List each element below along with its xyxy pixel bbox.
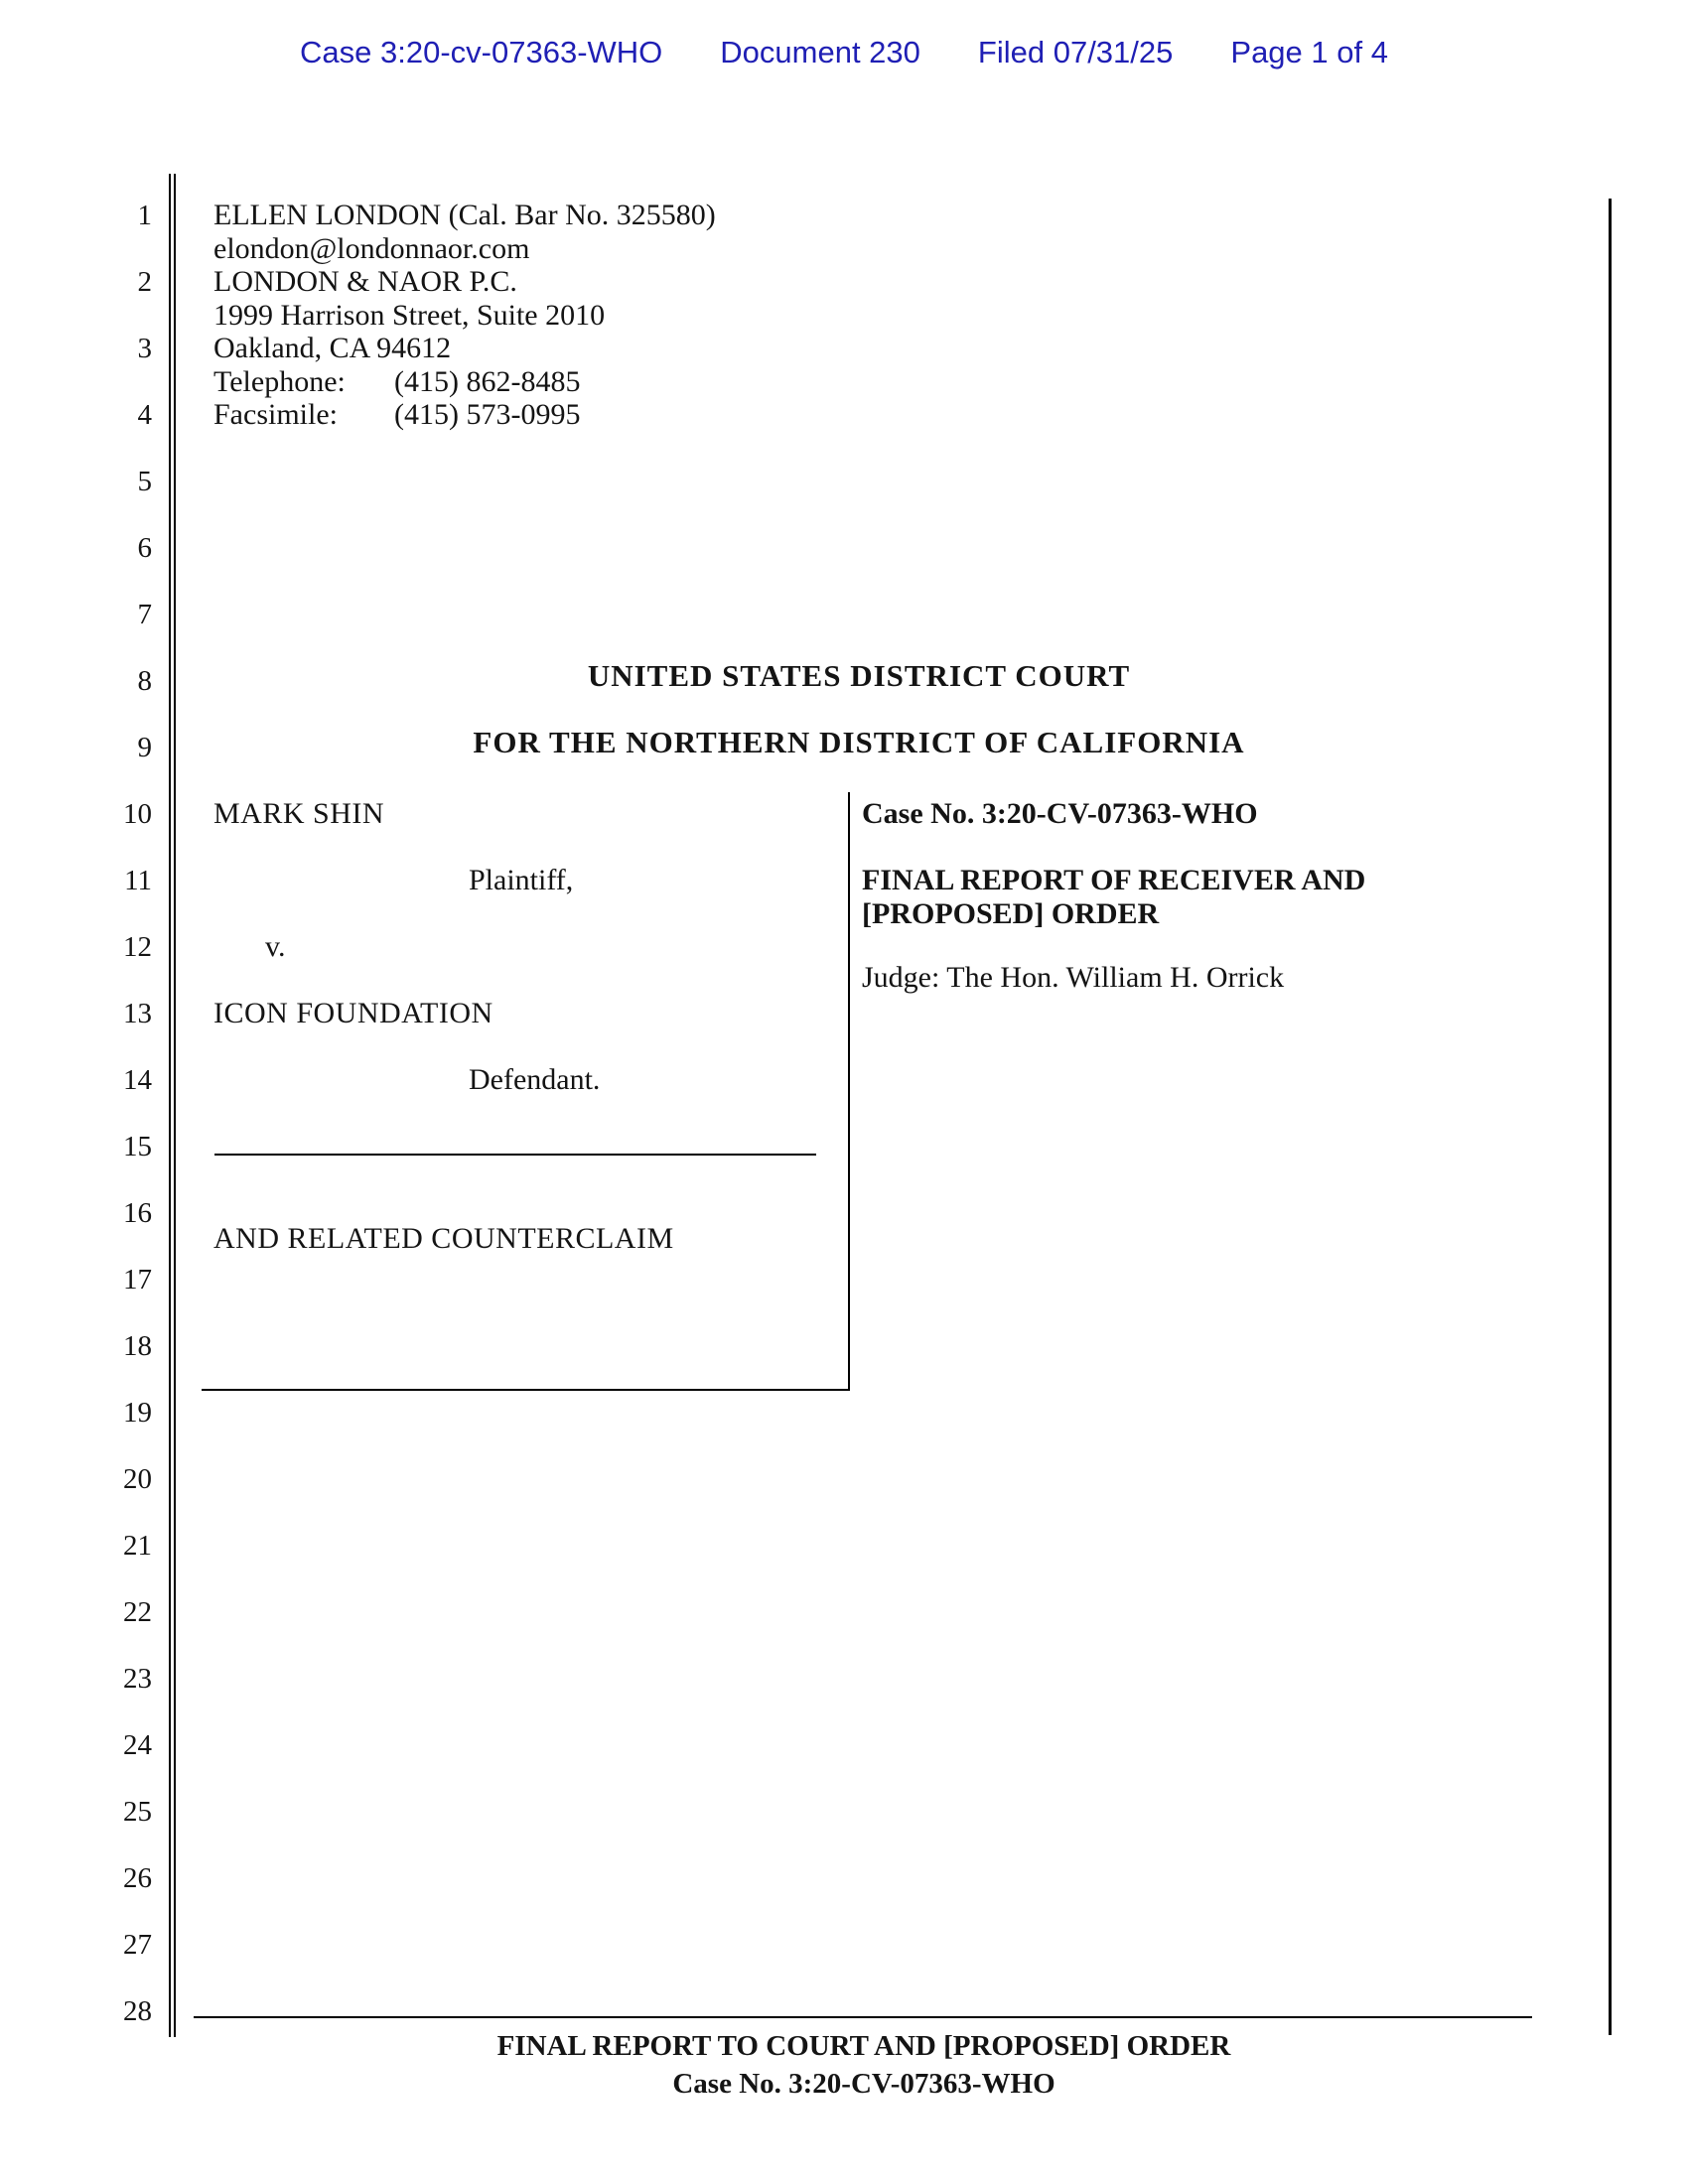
plaintiff-role: Plaintiff, xyxy=(469,864,574,896)
ecf-page-number: Page 1 of 4 xyxy=(1230,35,1388,69)
line-number: 14 xyxy=(123,1064,152,1096)
left-double-rule xyxy=(169,174,176,2037)
line-number: 22 xyxy=(123,1596,152,1628)
line-number: 25 xyxy=(123,1796,152,1828)
ecf-stamp-header xyxy=(0,36,1688,69)
line-number: 6 xyxy=(137,532,152,564)
footer-title: FINAL REPORT TO COURT AND [PROPOSED] ORDER xyxy=(496,2030,1231,2062)
document-title-line1: FINAL REPORT OF RECEIVER AND xyxy=(862,864,1366,896)
telephone-value: (415) 862-8485 xyxy=(394,364,581,398)
attorney-email: elondon@londonnaor.com xyxy=(213,231,530,265)
line-number: 23 xyxy=(123,1663,152,1695)
line-number: 16 xyxy=(123,1197,152,1229)
related-counterclaim: AND RELATED COUNTERCLAIM xyxy=(213,1222,674,1255)
judge-line: Judge: The Hon. William H. Orrick xyxy=(862,961,1285,994)
line-number: 15 xyxy=(123,1131,152,1162)
facsimile-label: Facsimile: xyxy=(213,398,338,431)
line-number: 7 xyxy=(137,599,152,630)
plaintiff-name: MARK SHIN xyxy=(213,797,385,830)
defendant-role: Defendant. xyxy=(469,1063,601,1096)
firm-city: Oakland, CA 94612 xyxy=(213,332,452,364)
right-rule xyxy=(1609,199,1612,2035)
line-number: 9 xyxy=(137,732,152,763)
ecf-case-number: Case 3:20-cv-07363-WHO xyxy=(300,35,663,69)
line-number: 1 xyxy=(137,200,152,231)
caption-box-bottom xyxy=(202,1389,850,1391)
line-number: 20 xyxy=(123,1463,152,1495)
firm-street: 1999 Harrison Street, Suite 2010 xyxy=(213,298,606,332)
facsimile-line xyxy=(213,398,716,432)
ecf-document-number: Document 230 xyxy=(720,35,920,69)
line-number: 10 xyxy=(123,798,152,830)
facsimile-value: (415) 573-0995 xyxy=(394,398,581,431)
line-number: 5 xyxy=(137,466,152,497)
line-number: 26 xyxy=(123,1862,152,1894)
footer xyxy=(194,2027,1534,2103)
court-subtitle: FOR THE NORTHERN DISTRICT OF CALIFORNIA xyxy=(473,725,1245,759)
defendant-name: ICON FOUNDATION xyxy=(213,997,493,1029)
attorney-block xyxy=(213,199,716,432)
line-number: 21 xyxy=(123,1530,152,1562)
line-number: 27 xyxy=(123,1929,152,1961)
attorney-name: ELLEN LONDON (Cal. Bar No. 325580) xyxy=(213,199,716,231)
footer-case-number: Case No. 3:20-CV-07363-WHO xyxy=(672,2068,1055,2100)
firm-name: LONDON & NAOR P.C. xyxy=(213,265,517,298)
line-number: 24 xyxy=(123,1729,152,1761)
court-title: UNITED STATES DISTRICT COURT xyxy=(587,658,1131,693)
caption-party-divider xyxy=(214,1154,816,1156)
telephone-line xyxy=(213,365,716,399)
caption-box-divider xyxy=(848,792,850,1391)
line-number: 17 xyxy=(123,1264,152,1296)
footer-rule xyxy=(194,2016,1532,2018)
line-number: 11 xyxy=(124,865,152,896)
ecf-filed-date: Filed 07/31/25 xyxy=(977,35,1174,69)
versus: v. xyxy=(265,930,286,963)
line-number: 13 xyxy=(123,998,152,1029)
document-title-line2: [PROPOSED] ORDER xyxy=(862,896,1160,930)
line-number: 12 xyxy=(123,931,152,963)
line-number: 3 xyxy=(137,333,152,364)
line-number: 4 xyxy=(137,399,152,431)
line-number: 19 xyxy=(123,1397,152,1429)
document-title xyxy=(862,864,1365,930)
line-number: 28 xyxy=(123,1995,152,2027)
line-number: 8 xyxy=(137,665,152,697)
line-number: 18 xyxy=(123,1330,152,1362)
case-number: Case No. 3:20-CV-07363-WHO xyxy=(862,797,1258,830)
telephone-label: Telephone: xyxy=(213,364,346,398)
line-number: 2 xyxy=(137,266,152,298)
